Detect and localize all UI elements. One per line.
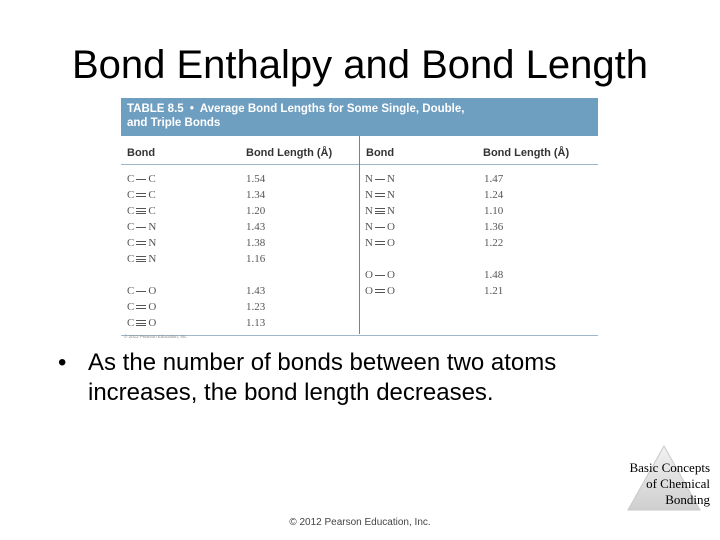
right-bond-1 xyxy=(365,189,395,201)
atom-label: N xyxy=(365,221,373,233)
atom-label: C xyxy=(127,189,135,201)
bond-line-icon xyxy=(136,291,146,292)
table-number: TABLE 8.5 xyxy=(127,103,184,115)
atom-label: O xyxy=(386,285,395,297)
footer-copyright: © 2012 Pearson Education, Inc. xyxy=(289,517,431,528)
right-bond-5 xyxy=(365,269,395,281)
atom-label: N xyxy=(148,221,157,233)
left-bond-8 xyxy=(127,317,156,329)
bond-line-icon xyxy=(136,208,146,214)
right-bond-length-0: 1.47 xyxy=(484,173,504,185)
bond-line-icon xyxy=(136,256,146,262)
atom-label: C xyxy=(148,189,156,201)
slide-title: Bond Enthalpy and Bond Length xyxy=(71,43,649,87)
atom-label: N xyxy=(365,237,373,249)
right-bond-3 xyxy=(365,221,395,233)
right-bond-length-3: 1.36 xyxy=(484,221,504,233)
header-bond-left: Bond xyxy=(127,147,156,159)
left-bond-3 xyxy=(127,221,156,233)
table-copyright: © 2012 Pearson Education, Inc. xyxy=(124,334,188,339)
atom-label: C xyxy=(127,205,135,217)
bond-line-icon xyxy=(375,193,385,197)
bond-line-icon xyxy=(136,193,146,197)
bond-line-icon xyxy=(375,227,385,228)
atom-label: O xyxy=(365,269,373,281)
left-bond-length-8: 1.13 xyxy=(246,317,266,329)
atom-label: C xyxy=(148,205,156,217)
atom-label: N xyxy=(386,173,395,185)
bond-line-icon xyxy=(136,320,146,326)
bond-length-table xyxy=(121,98,598,342)
atom-label: C xyxy=(127,285,135,297)
atom-label: C xyxy=(127,237,135,249)
left-bond-length-1: 1.34 xyxy=(246,189,266,201)
header-bond-right: Bond xyxy=(366,147,395,159)
right-bond-0 xyxy=(365,173,395,185)
bond-line-icon xyxy=(136,241,146,245)
right-bond-length-1: 1.24 xyxy=(484,189,504,201)
bond-line-icon xyxy=(375,208,385,214)
left-bond-2 xyxy=(127,205,156,217)
bullet-dot: • xyxy=(58,349,67,376)
table-separator: • xyxy=(189,103,194,115)
atom-label: C xyxy=(127,221,135,233)
atom-label: O xyxy=(386,237,395,249)
left-bond-4 xyxy=(127,237,156,249)
left-bond-7 xyxy=(127,301,156,313)
atom-label: N xyxy=(365,189,373,201)
right-bond-4 xyxy=(365,237,395,249)
left-bond-5 xyxy=(127,253,156,265)
right-bond-length-4: 1.22 xyxy=(484,237,504,249)
atom-label: C xyxy=(127,317,135,329)
atom-label: N xyxy=(148,253,157,265)
table-caption-line2: and Triple Bonds xyxy=(127,117,221,129)
left-bond-0 xyxy=(127,173,156,185)
left-bond-1 xyxy=(127,189,156,201)
right-bond-length-5: 1.48 xyxy=(484,269,504,281)
bond-line-icon xyxy=(375,289,385,293)
left-bond-length-7: 1.23 xyxy=(246,301,266,313)
bond-line-icon xyxy=(375,275,385,276)
atom-label: O xyxy=(148,285,157,297)
bond-line-icon xyxy=(375,241,385,245)
right-bond-2 xyxy=(365,205,395,217)
bond-line-icon xyxy=(375,179,385,180)
atom-label: N xyxy=(365,173,373,185)
atom-label: C xyxy=(127,173,135,185)
atom-label: O xyxy=(386,221,395,233)
atom-label: C xyxy=(148,173,156,185)
header-length-left: Bond Length (Å) xyxy=(246,147,333,159)
left-bond-length-5: 1.16 xyxy=(246,253,266,265)
chapter-badge xyxy=(600,444,720,516)
atom-label: O xyxy=(148,301,157,313)
atom-label: O xyxy=(365,285,373,297)
header-length-right: Bond Length (Å) xyxy=(483,147,570,159)
left-bond-length-4: 1.38 xyxy=(246,237,266,249)
right-bond-length-2: 1.10 xyxy=(484,205,504,217)
atom-label: N xyxy=(386,205,395,217)
column-divider xyxy=(359,136,360,334)
bond-line-icon xyxy=(136,179,146,180)
chapter-label: Basic Concepts of Chemical Bonding xyxy=(629,460,710,507)
atom-label: C xyxy=(127,301,135,313)
table-caption-line1: Average Bond Lengths for Some Single, Double, xyxy=(199,103,465,115)
right-bond-6 xyxy=(365,285,395,297)
atom-label: N xyxy=(148,237,157,249)
left-bond-length-6: 1.43 xyxy=(246,285,266,297)
atom-label: O xyxy=(386,269,395,281)
atom-label: N xyxy=(365,205,373,217)
left-bond-length-2: 1.20 xyxy=(246,205,266,217)
atom-label: O xyxy=(148,317,157,329)
bond-line-icon xyxy=(136,305,146,309)
left-bond-length-0: 1.54 xyxy=(246,173,266,185)
bullet-text: As the number of bonds between two atoms increases, the bond length decreases. xyxy=(88,349,557,406)
bond-line-icon xyxy=(136,227,146,228)
table-caption xyxy=(121,98,598,136)
atom-label: C xyxy=(127,253,135,265)
right-bond-length-6: 1.21 xyxy=(484,285,504,297)
left-bond-6 xyxy=(127,285,156,297)
atom-label: N xyxy=(386,189,395,201)
left-bond-length-3: 1.43 xyxy=(246,221,266,233)
